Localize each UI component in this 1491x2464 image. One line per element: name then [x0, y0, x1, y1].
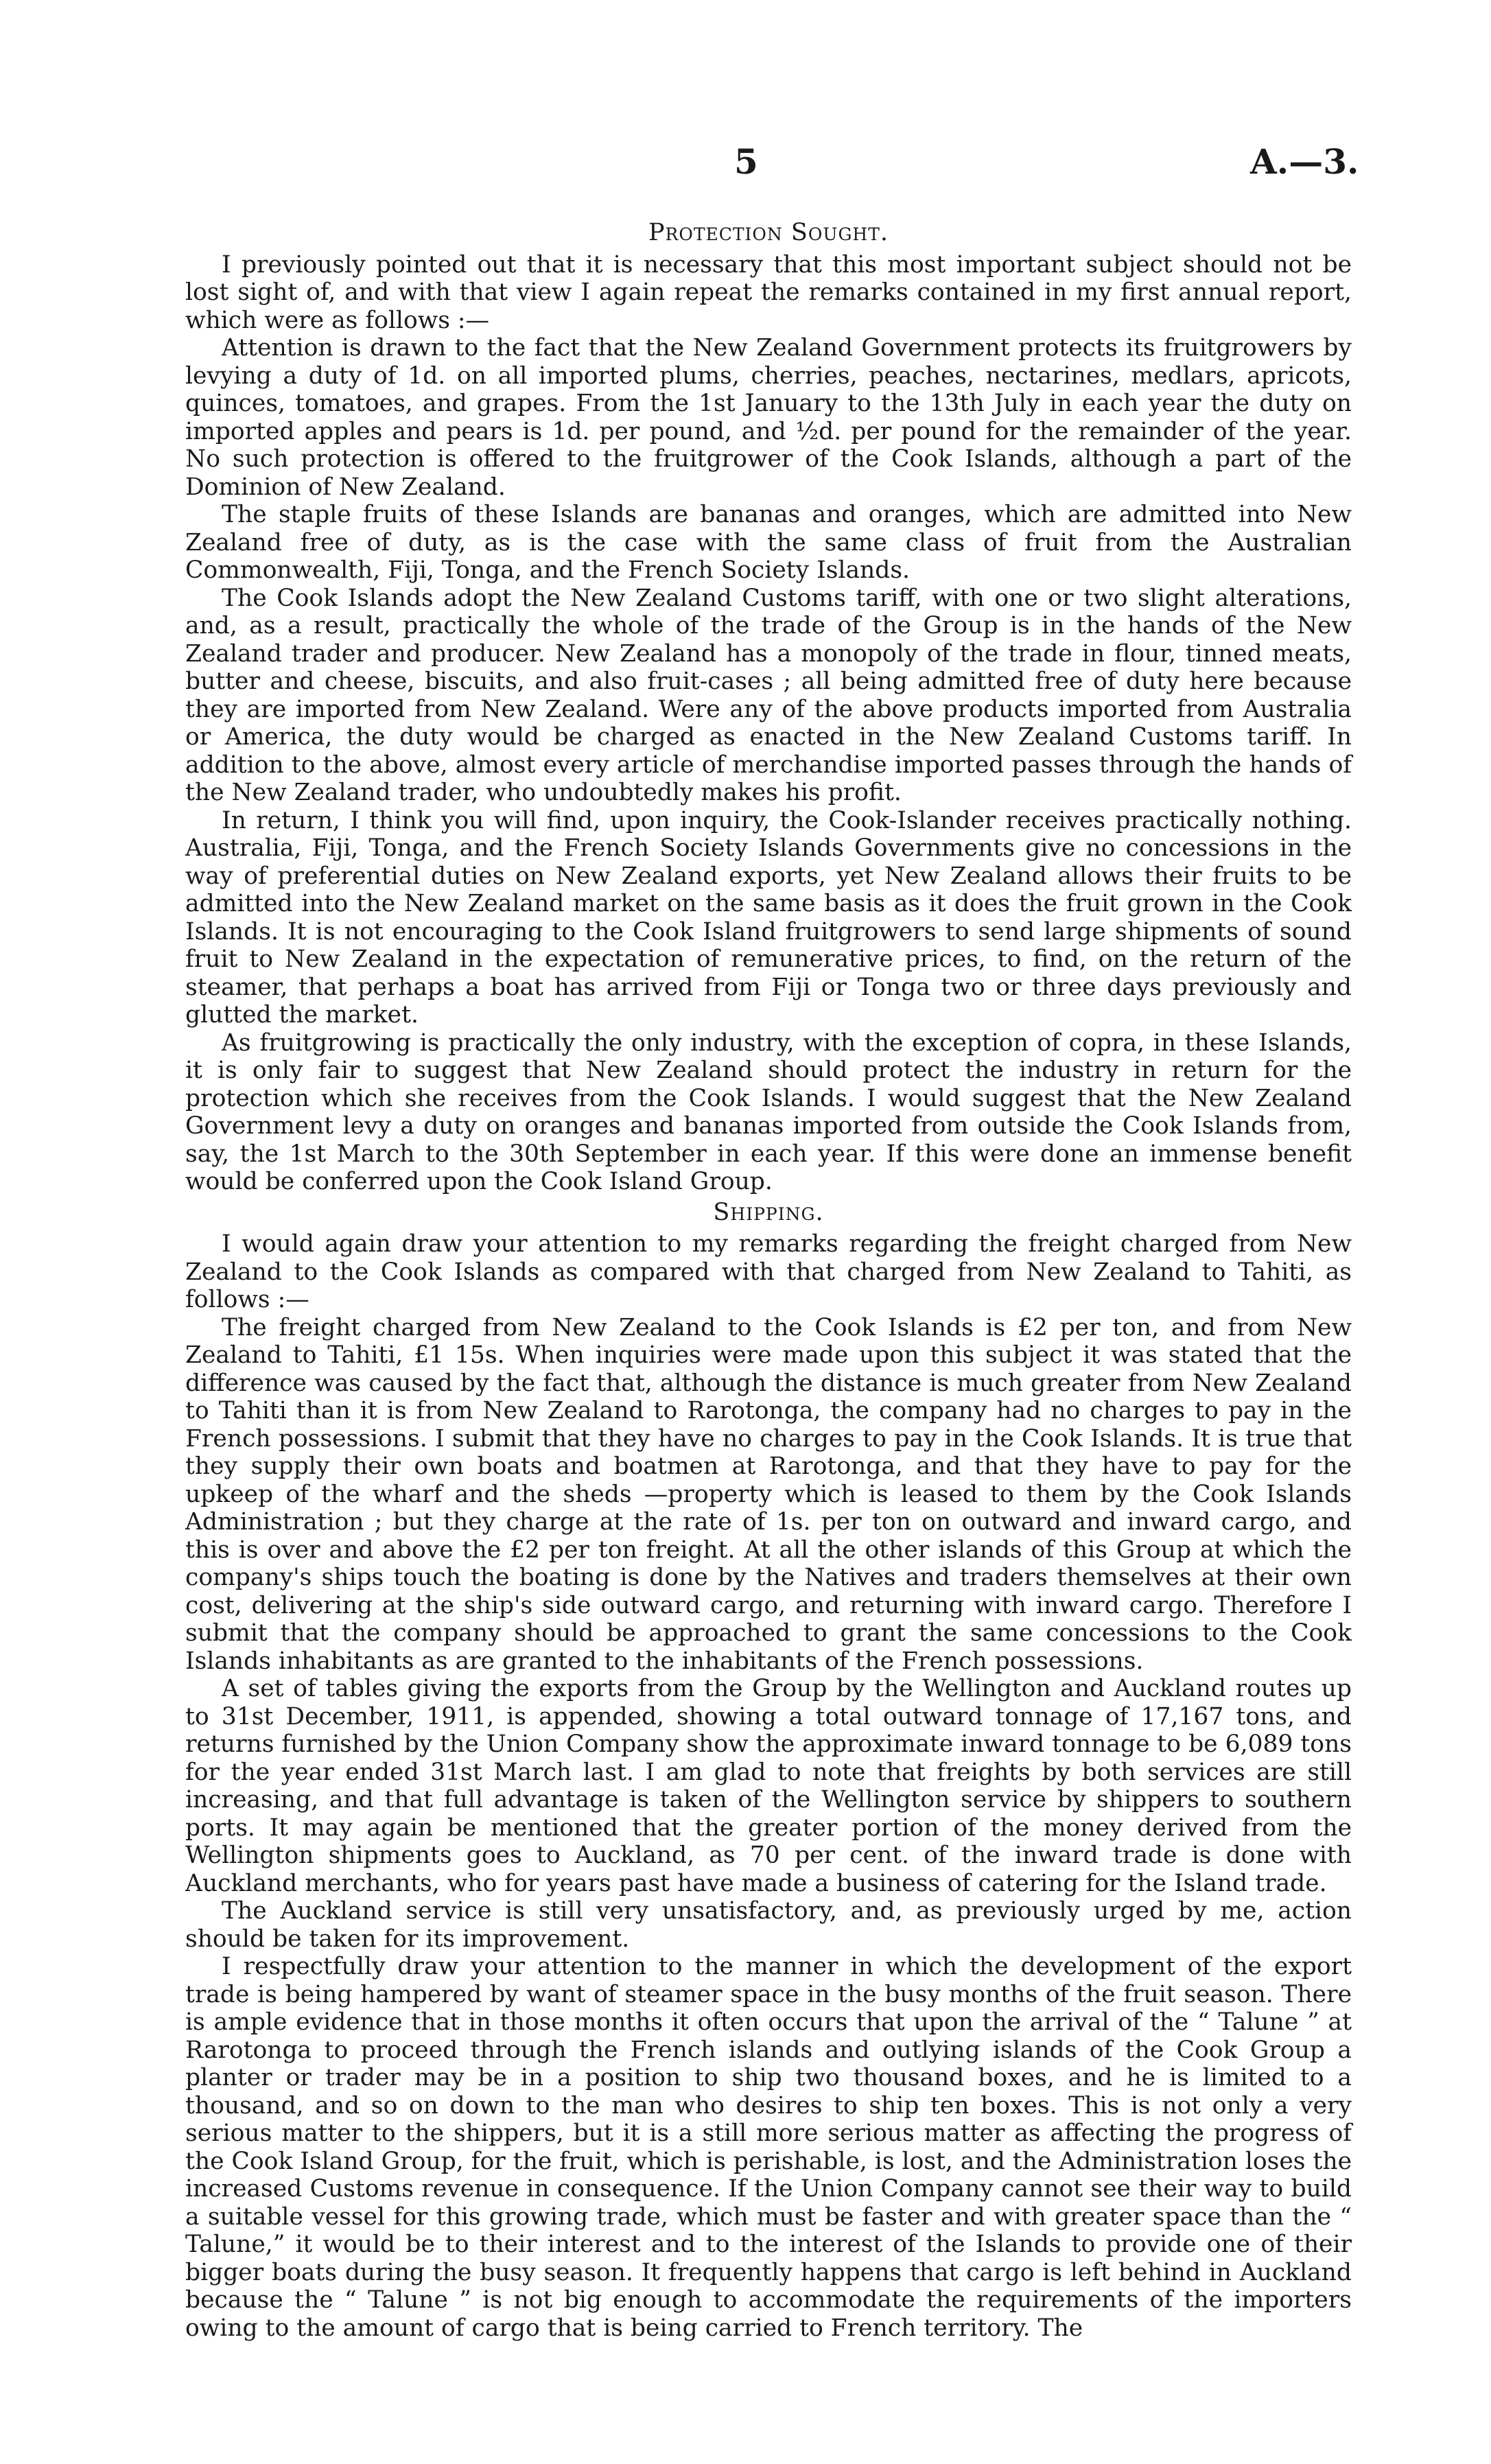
paragraph: As fruitgrowing is practically the only industry, with the exception of copra, in these Islands, it is only fair to suggest that New Zealand should protect the industry in return for the protection which she receives from the Cook Islands. I would suggest that the New Zealand Government levy a duty on oranges and bananas imported from outside the Cook Islands from, say, the 1st March to the 30th September in each year. If this were done an immense benefit would be conferred upon the Cook Island Group.	[185, 1029, 1352, 1195]
paragraph: The Auckland service is still very unsatisfactory, and, as previously urged by me, action should be taken for its improvement.	[185, 1897, 1352, 1953]
paragraph: Attention is drawn to the fact that the New Zealand Government protects its fruitgrowers by levying a duty of 1d. on all imported plums, cherries, peaches, nectarines, medlars, apricots, quinces, tomatoes, and grapes. From the 1st January to the 13th July in each year the duty on imported apples and pears is 1d. per pound, and ½d. per pound for the remainder of the year. No such protection is offered to the fruitgrower of the Cook Islands, although a part of the Dominion of New Zealand.	[185, 334, 1352, 501]
paragraph: In return, I think you will find, upon inquiry, the Cook-Islander receives practically nothing. Australia, Fiji, Tonga, and the French Society Islands Governments give no concessions in the way of preferential duties on New Zealand exports, yet New Zealand allows their fruits to be admitted into the New Zealand market on the same basis as it does the fruit grown in the Cook Islands. It is not encouraging to the Cook Island fruitgrowers to send large shipments of sound fruit to New Zealand in the expectation of remunerative prices, to find, on the return of the steamer, that perhaps a boat has arrived from Fiji or Tonga two or three days previously and glutted the market.	[185, 806, 1352, 1029]
paragraph: I would again draw your attention to my remarks regarding the freight charged from New Zealand to the Cook Islands as compared with that charged from New Zealand to Tahiti, as follows :—	[185, 1230, 1352, 1313]
section-heading-shipping: Shipping.	[713, 1198, 824, 1226]
paragraph: I previously pointed out that it is necessary that this most important subject should not be lost sight of, and with that view I again repeat the remarks contained in my first annual report, which were as follows :—	[185, 250, 1352, 334]
paragraph: The Cook Islands adopt the New Zealand Customs tariff, with one or two slight alterations, and, as a result, practically the whole of the trade of the Group is in the hands of the New Zealand trader and producer. New Zealand has a monopoly of the trade in flour, tinned meats, butter and cheese, biscuits, and also fruit-cases ; all being admitted free of duty here because they are imported from New Zealand. Were any of the above products imported from Australia or America, the duty would be charged as enacted in the New Zealand Customs tariff. In addition to the above, almost every article of merchandise imported passes through the hands of the New Zealand trader, who undoubtedly makes his profit.	[185, 584, 1352, 806]
section-heading-protection: Protection Sought.	[648, 219, 889, 246]
page-reference: A.—3.	[1250, 141, 1359, 182]
paragraph: The staple fruits of these Islands are bananas and oranges, which are admitted into New Zealand free of duty, as is the case with the same class of fruit from the Australian Commonwealth, Fiji, Tonga, and the French Society Islands.	[185, 501, 1352, 584]
document-body	[185, 216, 1352, 2342]
paragraph: I respectfully draw your attention to the manner in which the development of the export trade is being hampered by want of steamer space in the busy months of the fruit season. There is ample evidence that in those months it often occurs that upon the arrival of the “ Talune ” at Rarotonga to proceed through the French islands and outlying islands of the Cook Group a planter or trader may be in a position to ship two thousand boxes, and he is limited to a thousand, and so on down to the man who desires to ship ten boxes. This is not only a very serious matter to the shippers, but it is a still more serious matter as affecting the progress of the Cook Island Group, for the fruit, which is perishable, is lost, and the Administration loses the increased Customs revenue in consequence. If the Union Company cannot see their way to build a suitable vessel for this growing trade, which must be faster and with greater space than the “ Talune,” it would be to their interest and to the interest of the Islands to provide one of their bigger boats during the busy season. It frequently happens that cargo is left behind in Auckland because the “ Talune ” is not big enough to accommodate the requirements of the importers owing to the amount of cargo that is being carried to French territory. The	[185, 1953, 1352, 2342]
paragraph: The freight charged from New Zealand to the Cook Islands is £2 per ton, and from New Zealand to Tahiti, £1 15s. When inquiries were made upon this subject it was stated that the difference was caused by the fact that, although the distance is much greater from New Zealand to Tahiti than it is from New Zealand to Rarotonga, the company had no charges to pay in the French possessions. I submit that they have no charges to pay in the Cook Islands. It is true that they supply their own boats and boatmen at Rarotonga, and that they have to pay for the upkeep of the wharf and the sheds —property which is leased to them by the Cook Islands Administration ; but they charge at the rate of 1s. per ton on outward and inward cargo, and this is over and above the £2 per ton freight. At all the other islands of this Group at which the company's ships touch the boating is done by the Natives and traders themselves at their own cost, delivering at the ship's side outward cargo, and returning with inward cargo. Therefore I submit that the company should be approached to grant the same concessions to the Cook Islands inhabitants as are granted to the inhabitants of the French possessions.	[185, 1313, 1352, 1675]
page-number: 5	[734, 141, 758, 182]
paragraph: A set of tables giving the exports from the Group by the Wellington and Auckland routes up to 31st December, 1911, is appended, showing a total outward tonnage of 17,167 tons, and returns furnished by the Union Company show the approximate inward tonnage to be 6,089 tons for the year ended 31st March last. I am glad to note that freights by both services are still increasing, and that full advantage is taken of the Wellington service by shippers to southern ports. It may again be mentioned that the greater portion of the money derived from the Wellington shipments goes to Auckland, as 70 per cent. of the inward trade is done with Auckland merchants, who for years past have made a business of catering for the Island trade.	[185, 1675, 1352, 1897]
